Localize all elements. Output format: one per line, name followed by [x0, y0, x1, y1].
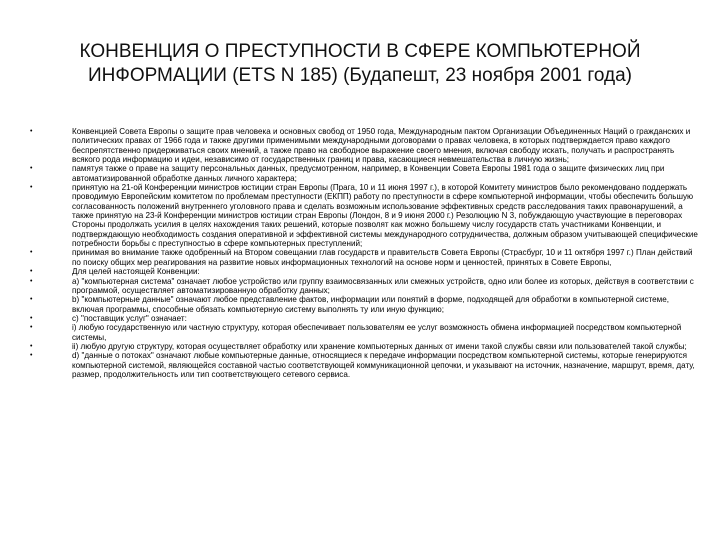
list-item	[24, 127, 698, 164]
list-item	[24, 351, 698, 379]
bullet-icon: •	[30, 324, 33, 332]
bullet-icon: •	[30, 277, 33, 285]
list-item	[24, 295, 698, 314]
list-item	[24, 314, 698, 323]
list-item-text: d) "данные о потоках" означают любые компьютерные данные, относящиеся к передаче информации посредством компьютерной системы, которые генерируются компьютерной системой, являющейся составной частью соответствующей коммуникационной цепочки, и указывают на источник, назначение, маршрут, время, дату, размер, продолжительность или тип соответствующего сетевого сервиса.	[72, 351, 695, 379]
list-item-text: памятуя также о праве на защиту персональных данных, предусмотренном, например, в Конвенции Совета Европы 1981 года о защите физических лиц при автоматизированной обработке данных личного характера;	[72, 164, 665, 183]
bullet-icon: •	[30, 342, 33, 350]
bullet-icon: •	[30, 296, 33, 304]
list-item	[24, 248, 698, 267]
list-item	[24, 277, 698, 296]
list-item	[24, 323, 698, 342]
list-item-text: b) "компьютерные данные" означают любое представление фактов, информации или понятий в форме, подходящей для обработки в компьютерной системе, включая программы, способные обязать компьютерную систему выполнять ту или иную функцию;	[72, 295, 669, 314]
list-item-text: i) любую государственную или частную структуру, которая обеспечивает пользователям ее услуг возможность обмена информацией посредством компьютерной системы,	[72, 323, 682, 342]
list-item	[24, 342, 698, 351]
bullet-icon: •	[30, 314, 33, 322]
list-item-text: a) "компьютерная система" означает любое устройство или группу взаимосвязанных или смежных устройств, одно или более из которых, действуя в соответствии с программой, осуществляет автоматизированную обработку данных;	[72, 276, 694, 295]
bullet-list	[24, 127, 700, 379]
list-item-text: ii) любую другую структуру, которая осуществляет обработку или хранение компьютерных данных от имени такой службы связи или пользователей такой службы;	[72, 341, 687, 351]
bullet-icon: •	[30, 165, 33, 173]
list-item	[24, 267, 698, 276]
bullet-icon: •	[30, 249, 33, 257]
list-item-text: Конвенцией Совета Европы о защите прав человека и основных свобод от 1950 года, Международным пактом Организации Объединенных Наций о гражданских и политических правах от 1966 года и также другими применимыми международными договорами о правах человека, в которых подтверждается право каждого беспрепятственно придерживаться своих мнений, а также право на свободное выражение своего мнения, включая свободу искать, получать и распространять всякого рода информацию и идеи, независимо от государственных границ и права, касающиеся невмешательства в личную жизнь;	[72, 127, 691, 165]
list-item-text: Для целей настоящей Конвенции:	[72, 267, 200, 277]
bullet-icon: •	[30, 268, 33, 276]
bullet-icon: •	[30, 184, 33, 192]
list-item-text: c) "поставщик услуг" означает:	[72, 313, 187, 323]
list-item	[24, 183, 698, 248]
bullet-icon: •	[30, 352, 33, 360]
slide-title: КОНВЕНЦИЯ О ПРЕСТУПНОСТИ В СФЕРЕ КОМПЬЮТЕРНОЙ ИНФОРМАЦИИ (ETS N 185) (Будапешт, 23 ноября 2001 года)	[79, 41, 641, 86]
list-item	[24, 164, 698, 183]
list-item-text: принятую на 21-ой Конференции министров юстиции стран Европы (Прага, 10 и 11 июня 1997 г.), в которой Комитету министров было рекомендовано поддержать проводимую Европейским комитетом по проблемам преступности (ЕКПП) работу по преступности в сфере компьютерной информации, чтобы обеспечить большую согласованность положений внутреннего уголовного права и сделать возможным использование эффективных средств расследования таких правонарушений, а также принятую на 23-й Конференции министров юстиции стран Европы (Лондон, 8 и 9 июня 2000 г.) Резолюцию N 3, побуждающую участвующие в переговорах Стороны продолжать усилия в целях нахождения таких решений, которые позволят как можно большему числу государств стать участниками Конвенции, и подтверждающую необходимость создания оперативной и эффективной системы международного сотрудничества, должным образом учитывающей специфические потребности борьбы с преступностью в сфере компьютерных преступлений;	[72, 183, 698, 249]
bullet-icon: •	[30, 128, 33, 135]
list-item-text: принимая во внимание также одобренный на Втором совещании глав государств и правительств Совета Европы (Страсбург, 10 и 11 октября 1997 г.) План действий по поиску общих мер реагирования на развитие новых информационных технологий на основе норм и ценностей, принятых в Совете Европы,	[72, 248, 693, 267]
